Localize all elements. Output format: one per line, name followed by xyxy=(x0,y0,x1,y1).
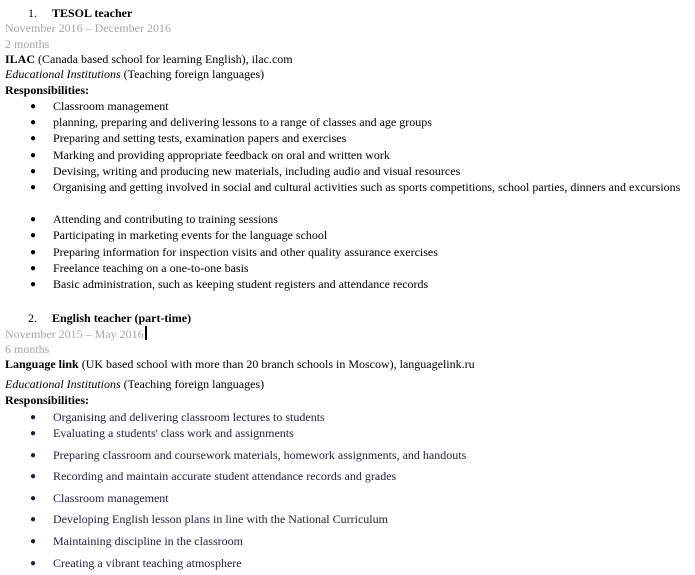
list-item: Maintaining discipline in the classroom xyxy=(53,534,243,548)
list-item: Preparing classroom and coursework materials, homework assignments, and handouts xyxy=(53,448,467,462)
job2-company-name: Language link xyxy=(5,357,79,371)
list-item: Attending and contributing to training sessions xyxy=(53,212,278,226)
list-item: Devising, writing and producing new materials, including audio and visual resources xyxy=(53,164,461,178)
list-item: Participating in marketing events for the language school xyxy=(53,228,328,242)
job1-industry xyxy=(5,67,264,82)
bullet-icon: ● xyxy=(30,471,37,482)
job1-title: TESOL teacher xyxy=(52,6,133,20)
list-item: Organising and delivering classroom lectures to students xyxy=(53,410,325,424)
list-item: Organising and getting involved in social and cultural activities such as sports competitions, school parties, dinners and excursions xyxy=(53,180,681,194)
job2-company-desc: (UK based school with more than 20 branch schools in Moscow), languagelink.ru xyxy=(78,357,475,371)
job1-industry-desc: (Teaching foreign languages) xyxy=(120,67,265,81)
bullet-icon: ● xyxy=(30,230,37,241)
text-cursor xyxy=(145,326,147,340)
job1-number: 1. xyxy=(28,6,37,20)
bullet-icon: ● xyxy=(30,450,37,461)
job2-industry-desc: (Teaching foreign languages) xyxy=(120,377,265,391)
list-item: Freelance teaching on a one-to-one basis xyxy=(53,261,249,275)
list-item: Developing English lesson plans in line with the National Curriculum xyxy=(53,512,388,526)
list-item: Basic administration, such as keeping student registers and attendance records xyxy=(53,277,429,291)
job1-company xyxy=(5,52,293,67)
list-item: Classroom management xyxy=(53,99,169,113)
job1-dates: November 2016 – December 2016 xyxy=(5,21,171,35)
list-item: Creating a vibrant teaching atmosphere xyxy=(53,556,242,570)
bullet-icon: ● xyxy=(30,133,37,144)
bullet-icon: ● xyxy=(30,279,37,290)
bullet-icon: ● xyxy=(30,117,37,128)
bullet-icon: ● xyxy=(30,101,37,112)
job2-industry xyxy=(5,377,264,392)
job2-dates-text: November 2015 – May 2016 xyxy=(5,327,144,341)
list-item: Preparing information for inspection visits and other quality assurance exercises xyxy=(53,245,438,259)
job2-number: 2. xyxy=(28,311,37,325)
list-item: planning, preparing and delivering lessons to a range of classes and age groups xyxy=(53,115,432,129)
list-item: Evaluating a students' class work and assignments xyxy=(53,426,294,440)
list-item: Preparing and setting tests, examination papers and exercises xyxy=(53,131,347,145)
job1-responsibilities-label: Responsibilities: xyxy=(5,83,90,97)
job2-company xyxy=(5,357,475,372)
bullet-icon: ● xyxy=(30,558,37,569)
bullet-icon: ● xyxy=(30,166,37,177)
bullet-icon: ● xyxy=(30,263,37,274)
job2-title: English teacher (part-time) xyxy=(52,311,192,325)
list-item: Recording and maintain accurate student attendance records and grades xyxy=(53,469,397,483)
job1-industry-name: Educational Institutions xyxy=(5,67,121,81)
job2-duration: 6 months xyxy=(5,342,50,356)
job2-heading xyxy=(28,311,191,326)
job2-industry-name: Educational Institutions xyxy=(5,377,121,391)
bullet-icon: ● xyxy=(30,214,37,225)
bullet-icon: ● xyxy=(30,182,37,193)
job1-company-name: ILAC xyxy=(5,52,36,66)
bullet-icon: ● xyxy=(30,247,37,258)
job2-dates xyxy=(5,326,147,342)
job1-heading xyxy=(28,6,132,21)
list-item: Classroom management xyxy=(53,491,169,505)
bullet-icon: ● xyxy=(30,428,37,439)
bullet-icon: ● xyxy=(30,493,37,504)
job1-company-desc: (Canada based school for learning English), ilac.com xyxy=(35,52,293,66)
bullet-icon: ● xyxy=(30,412,37,423)
bullet-icon: ● xyxy=(30,150,37,161)
bullet-icon: ● xyxy=(30,514,37,525)
list-item: Marking and providing appropriate feedback on oral and written work xyxy=(53,148,390,162)
job1-duration: 2 months xyxy=(5,37,50,51)
bullet-icon: ● xyxy=(30,536,37,547)
job2-responsibilities-label: Responsibilities: xyxy=(5,393,90,407)
